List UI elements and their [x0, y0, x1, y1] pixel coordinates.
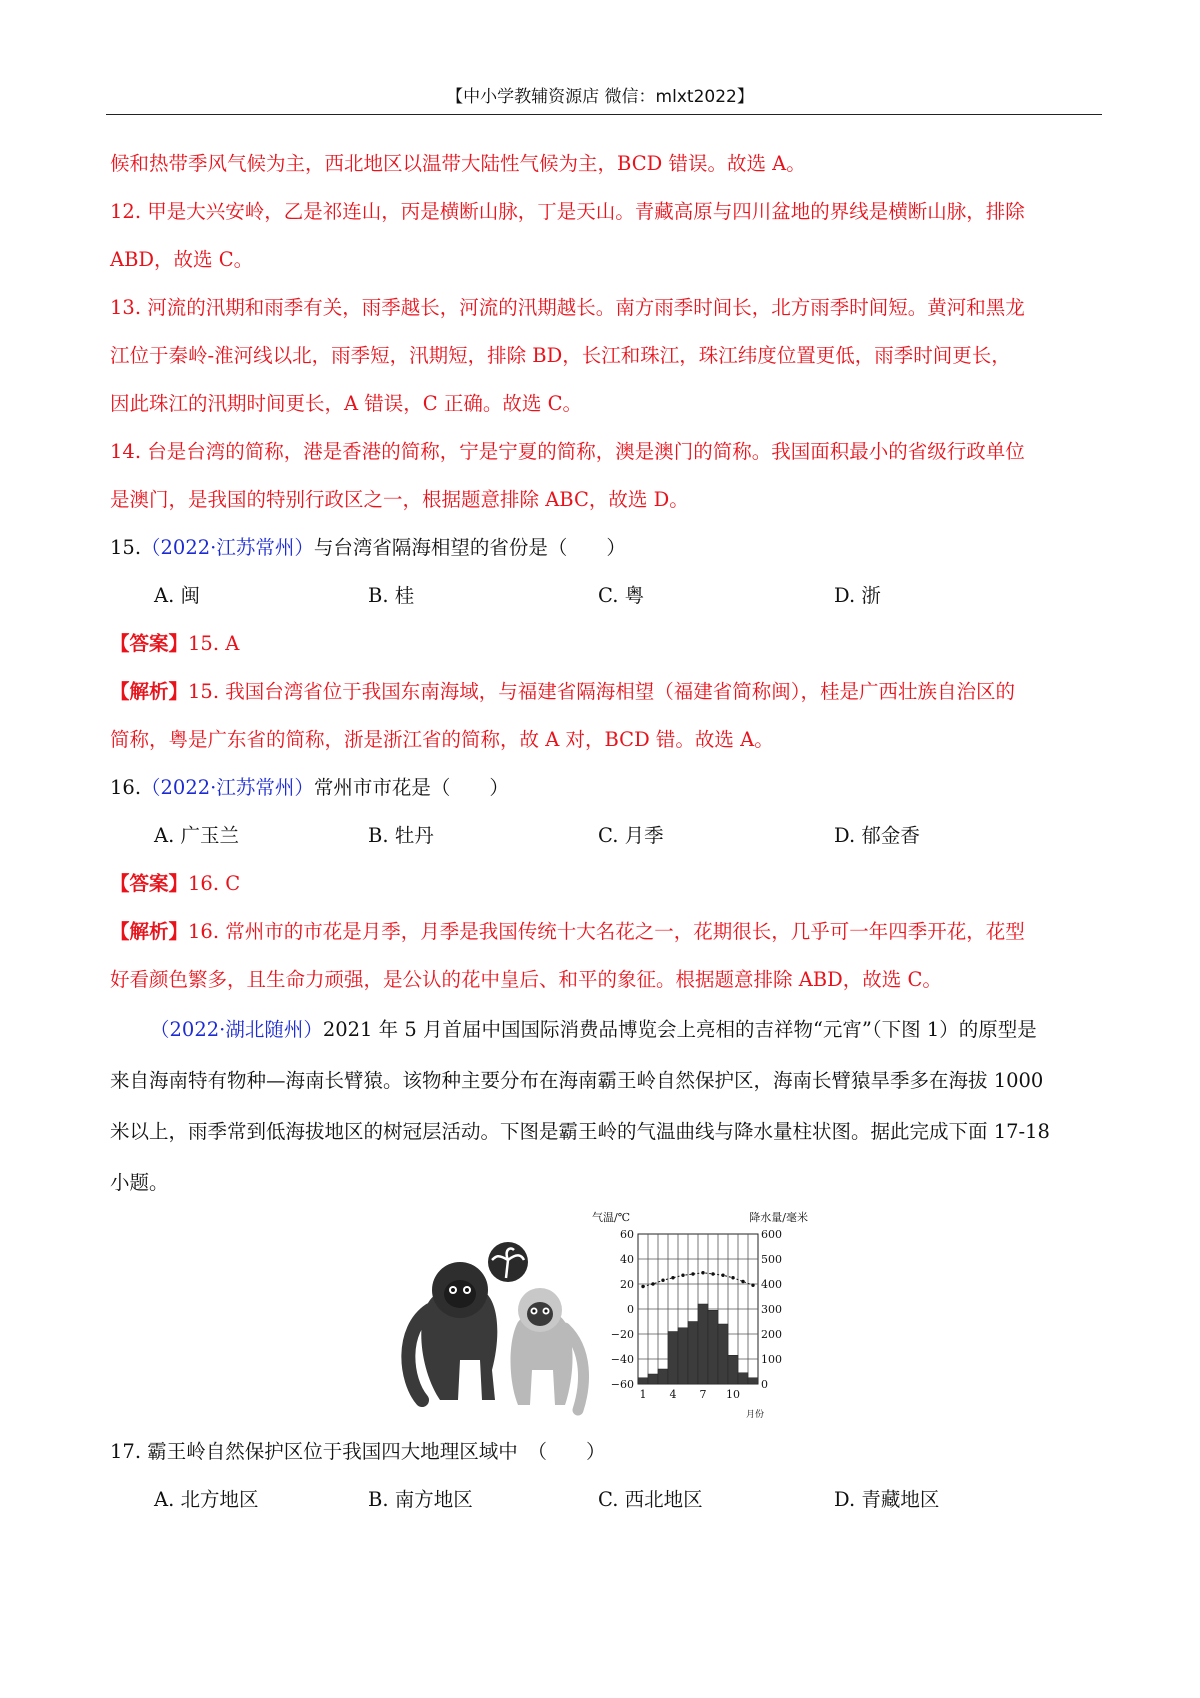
precipitation-bar: [708, 1310, 718, 1384]
question-number: 16.: [110, 776, 142, 799]
precipitation-bar: [748, 1378, 758, 1384]
question-source: （2022·江苏常州）: [141, 536, 314, 559]
answer-value: 16. C: [188, 872, 241, 895]
explanation-line: ABD，故选 C。: [110, 248, 254, 271]
left-tick-label: −60: [610, 1378, 634, 1391]
temperature-point: [641, 1285, 644, 1288]
question-stem: 常州市市花是（ ）: [313, 776, 509, 799]
option-b: B. 牡丹: [368, 824, 434, 847]
climate-chart: [590, 1210, 810, 1420]
precipitation-bar: [738, 1373, 748, 1384]
passage-text: 2021 年 5 月首届中国国际消费品博览会上亮相的吉祥物“元宵”（下图 1）的原型是: [322, 1018, 1037, 1041]
precipitation-bar: [678, 1328, 688, 1384]
temperature-point: [671, 1276, 674, 1279]
explanation-line: 因此珠江的汛期时间更长，A 错误，C 正确。故选 C。: [110, 392, 583, 415]
explanation-line: 是澳门，是我国的特别行政区之一，根据题意排除 ABC，故选 D。: [110, 488, 689, 511]
question-number: 15.: [110, 536, 142, 559]
passage-line: [110, 1004, 1102, 1055]
precipitation-bar: [718, 1324, 728, 1384]
option-d: D. 青藏地区: [834, 1488, 940, 1511]
passage-line: 来自海南特有物种—海南长臂猿。该物种主要分布在海南霸王岭自然保护区，海南长臂猿旱季多在海拔 1000: [110, 1069, 1044, 1092]
left-tick-label: −20: [610, 1328, 634, 1341]
left-axis-label: 气温/℃: [592, 1211, 631, 1224]
analysis-15-line1: [110, 668, 1102, 716]
question-15-options: [110, 572, 1102, 620]
question-17-options: [110, 1476, 1102, 1524]
temperature-point: [741, 1280, 744, 1283]
analysis-16-line2: 好看颜色繁多，且生命力顽强，是公认的花中皇后、和平的象征。根据题意排除 ABD，故选 C。: [110, 968, 942, 991]
right-tick-label: 0: [761, 1378, 768, 1391]
right-tick-label: 300: [761, 1303, 782, 1316]
option-b: B. 南方地区: [368, 1488, 473, 1511]
explanation-line: 12. 甲是大兴安岭，乙是祁连山，丙是横断山脉，丁是天山。青藏高原与四川盆地的界线是横断山脉，排除: [110, 200, 1025, 223]
header-divider: [106, 114, 1102, 115]
question-stem: 与台湾省隔海相望的省份是（ ）: [313, 536, 626, 559]
option-a: A. 北方地区: [154, 1488, 259, 1511]
gibbon-mascot-illustration: [400, 1210, 590, 1420]
right-tick-label: 600: [761, 1228, 782, 1241]
option-d: D. 郁金香: [834, 824, 920, 847]
precipitation-bar: [648, 1374, 658, 1384]
precipitation-bar: [688, 1322, 698, 1385]
question-source: （2022·江苏常州）: [141, 776, 314, 799]
page-header: 【中小学教辅资源店 微信：mlxt2022】: [446, 87, 754, 107]
temperature-point: [681, 1274, 684, 1277]
light-gibbon-image: [511, 1288, 584, 1410]
temperature-point: [731, 1276, 734, 1279]
question-16-options: [110, 812, 1102, 860]
right-tick-label: 500: [761, 1253, 782, 1266]
passage-source: （2022·湖北随州）: [150, 1018, 323, 1041]
question-stem: 霸王岭自然保护区位于我国四大地理区域中 （ ）: [147, 1440, 606, 1463]
option-c: C. 西北地区: [598, 1488, 703, 1511]
right-tick-label: 400: [761, 1278, 782, 1291]
right-tick-label: 100: [761, 1353, 782, 1366]
analysis-label: 【解析】: [110, 920, 189, 943]
question-number: 17.: [110, 1440, 142, 1463]
temperature-point: [721, 1274, 724, 1277]
dark-gibbon-image: [408, 1262, 497, 1400]
x-axis-label: 月份: [746, 1410, 765, 1420]
explanation-line: 13. 河流的汛期和雨季有关，雨季越长，河流的汛期越长。南方雨季时间长，北方雨季时间短。黄河和黑龙: [110, 296, 1025, 319]
precipitation-bar: [658, 1369, 668, 1384]
option-c: C. 粤: [598, 584, 645, 607]
option-b: B. 桂: [368, 584, 415, 607]
answer-16: [110, 860, 1102, 908]
temperature-point: [701, 1271, 704, 1274]
temperature-point: [661, 1279, 664, 1282]
temperature-point: [751, 1284, 754, 1287]
left-tick-label: 20: [620, 1278, 634, 1291]
question-17-stem-line: [110, 1428, 1102, 1476]
figure: [400, 1210, 820, 1420]
precipitation-bars: [638, 1304, 758, 1384]
left-tick-label: 40: [620, 1253, 634, 1266]
question-15: [110, 524, 1102, 572]
option-c: C. 月季: [598, 824, 664, 847]
explanation-line: 14. 台是台湾的简称，港是香港的简称，宁是宁夏的简称，澳是澳门的简称。我国面积最小的省级行政单位: [110, 440, 1025, 463]
answer-value: 15. A: [188, 632, 240, 655]
analysis-text: 15. 我国台湾省位于我国东南海域，与福建省隔海相望（福建省简称闽），桂是广西壮族自治区的: [188, 680, 1015, 703]
question-16: [110, 764, 1102, 812]
x-tick-label: 10: [726, 1388, 740, 1401]
analysis-16-line1: [110, 908, 1102, 956]
analysis-text: 16. 常州市的市花是月季，月季是我国传统十大名花之一，花期很长，几乎可一年四季开花，花型: [188, 920, 1025, 943]
passage-line: 小题。: [110, 1171, 169, 1194]
explanation-line: 江位于秦岭-淮河线以北，雨季短，汛期短，排除 BD，长江和珠江，珠江纬度位置更低，雨季时间更长，: [110, 344, 1011, 367]
precipitation-bar: [668, 1332, 678, 1385]
option-a: A. 闽: [154, 584, 200, 607]
analysis-15-line2: 简称，粤是广东省的简称，浙是浙江省的简称，故 A 对，BCD 错。故选 A。: [110, 728, 774, 751]
answer-label: 【答案】: [110, 872, 189, 895]
analysis-label: 【解析】: [110, 680, 189, 703]
passage-line: 米以上，雨季常到低海拔地区的树冠层活动。下图是霸王岭的气温曲线与降水量柱状图。据此完成下面 17-18: [110, 1120, 1050, 1143]
left-tick-label: −40: [610, 1353, 634, 1366]
question-17: [110, 1428, 1102, 1524]
left-tick-label: 60: [620, 1228, 634, 1241]
option-d: D. 浙: [834, 584, 881, 607]
temperature-point: [651, 1282, 654, 1285]
left-tick-label: 0: [627, 1303, 634, 1316]
right-axis-label: 降水量/毫米: [749, 1211, 808, 1224]
precipitation-bar: [698, 1304, 708, 1384]
option-a: A. 广玉兰: [154, 824, 239, 847]
x-tick-label: 7: [699, 1388, 707, 1401]
x-tick-label: 1: [639, 1388, 647, 1401]
answer-15: [110, 620, 1102, 668]
x-tick-label: 4: [669, 1388, 677, 1401]
precipitation-bar: [728, 1355, 738, 1384]
answer-label: 【答案】: [110, 632, 189, 655]
precipitation-bar: [638, 1378, 648, 1384]
temperature-point: [711, 1272, 714, 1275]
right-tick-label: 200: [761, 1328, 782, 1341]
document-body: [110, 140, 1102, 1208]
palm-badge-image: [488, 1242, 528, 1282]
explanation-line: 候和热带季风气候为主，西北地区以温带大陆性气候为主，BCD 错误。故选 A。: [110, 152, 806, 175]
temperature-point: [691, 1272, 694, 1275]
